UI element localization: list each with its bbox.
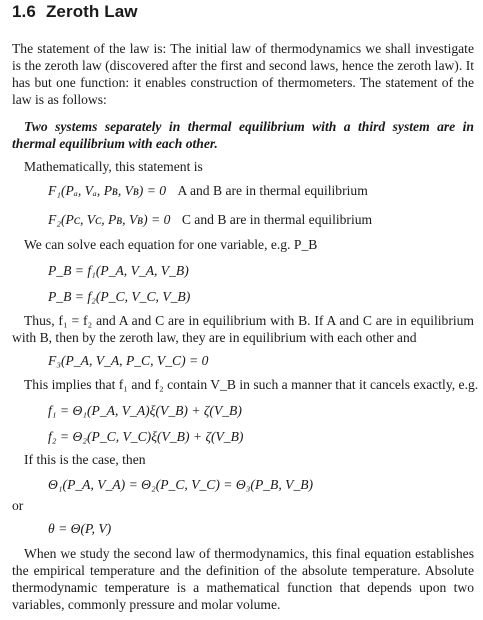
equation-9: θ = Θ(P, V) (48, 521, 112, 536)
mathematically-text: Mathematically, this statement is (24, 159, 203, 174)
thus-paragraph: Thus, f₁ = f₂ and A and C are in equilibrium with B. If A and C are in equilibrium with B, then by the zeroth law, they are in equilibrium with each other and (12, 313, 474, 345)
equation-3: P_B = f₁(P_A, V_A, V_B) (48, 263, 189, 278)
if-case-text: If this is the case, then (24, 452, 146, 467)
section-title: Zeroth Law (45, 2, 138, 21)
equation-1-description: A and B are in thermal equilibrium (177, 183, 368, 198)
equation-4: P_B = f₂(P_C, V_C, V_B) (48, 289, 191, 304)
equation-2-description: C and B are in thermal equilibrium (181, 212, 373, 227)
equation-2 (48, 211, 372, 228)
law-statement: Two systems separately in thermal equilibrium with a third system are in thermal equilibrium with each other. (12, 119, 474, 151)
section-heading (12, 2, 138, 22)
section-number: 1.6 (12, 2, 36, 21)
equation-1-formula: F₁(Pₐ, Vₐ, Pʙ, Vʙ) = 0 (48, 183, 167, 198)
equation-1 (48, 182, 368, 199)
equation-2-formula: F₂(Pᴄ, Vᴄ, Pʙ, Vʙ) = 0 (48, 212, 171, 227)
equation-6: f₁ = Θ₁(P_A, V_A)ξ(V_B) + ζ(V_B) (48, 403, 242, 418)
equation-5: F₃(P_A, V_A, P_C, V_C) = 0 (48, 353, 209, 368)
equation-7: f₂ = Θ₂(P_C, V_C)ξ(V_B) + ζ(V_B) (48, 429, 244, 444)
equation-8: Θ₁(P_A, V_A) = Θ₂(P_C, V_C) = Θ₃(P_B, V_B) (48, 477, 314, 492)
or-text: or (12, 498, 24, 513)
intro-paragraph: The statement of the law is: The initial law of thermodynamics we shall investigate is the zeroth law (discovered after the first and second laws, hence the zeroth law). It has but one function: it enables construction of thermometers. The statement of the law is as follows: (12, 41, 474, 107)
second-law-paragraph: When we study the second law of thermodynamics, this final equation establishes the empirical temperature and the definition of the absolute temperature. Absolute thermodynamic temperature is a mathematical function that depends upon two variables, commonly pressure and molar volume. (12, 546, 474, 612)
solve-text: We can solve each equation for one variable, e.g. P_B (24, 237, 318, 252)
implies-text: This implies that f₁ and f₂ contain V_B in such a manner that it cancels exactly, e.g. (24, 377, 479, 392)
